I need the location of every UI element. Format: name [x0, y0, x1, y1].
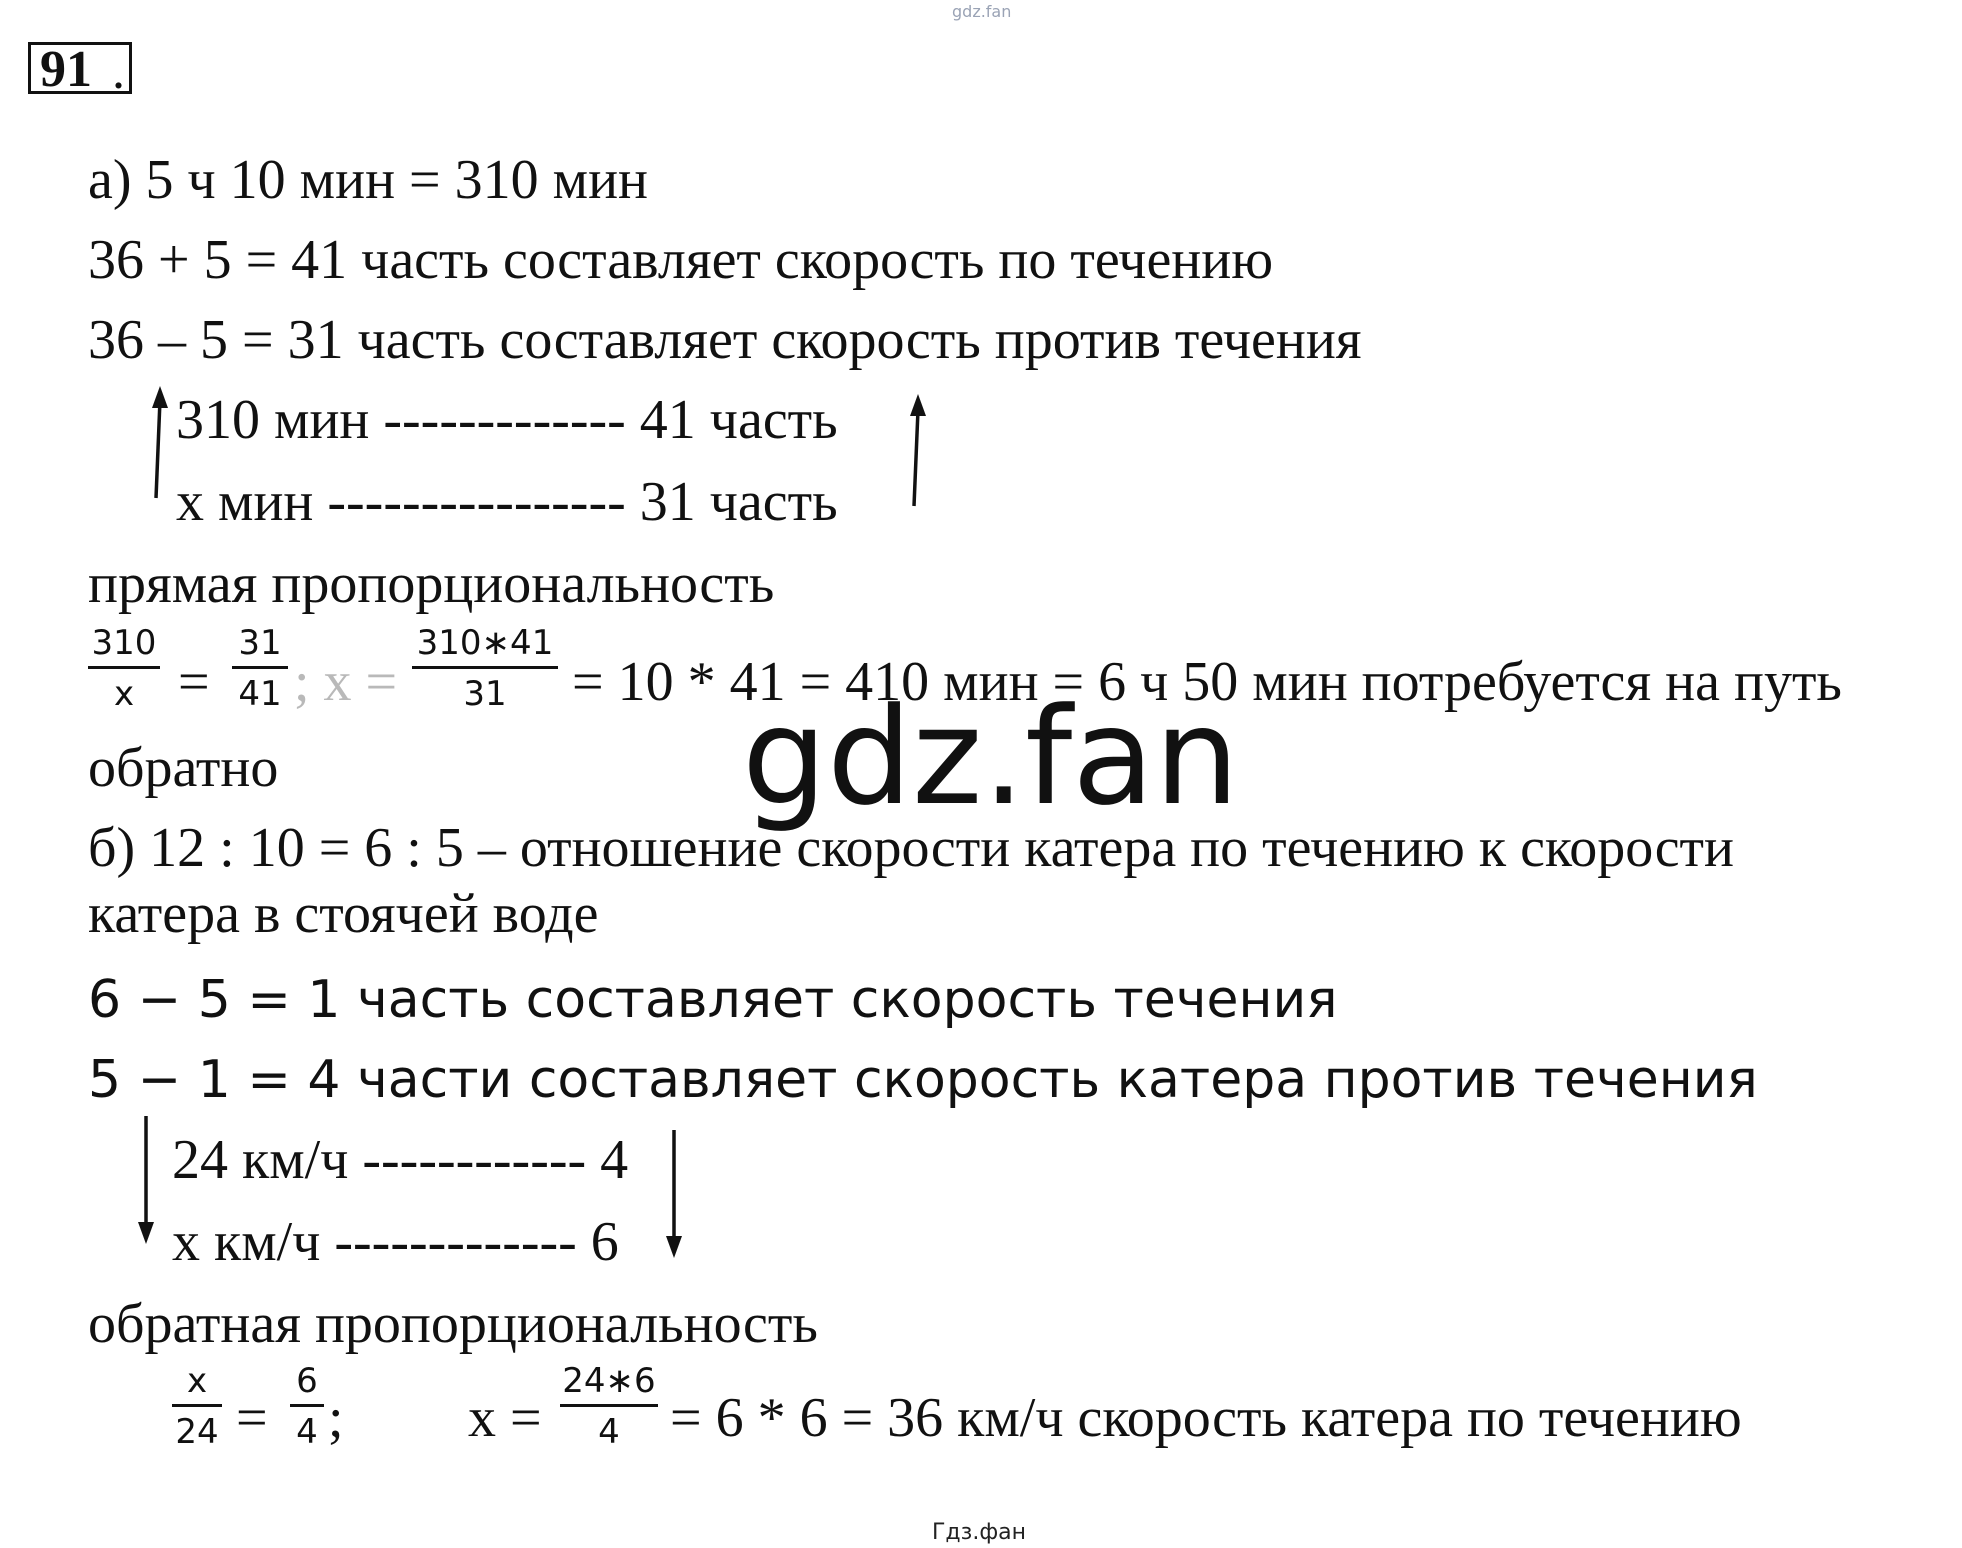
part-a-proportion-line-2: х мин ---------------- 31 часть [176, 471, 838, 533]
center-watermark: gdz.fan [742, 679, 1240, 835]
bottom-watermark: Гдз.фан [932, 1520, 1026, 1545]
part-b-proportion-line-2: х км/ч ------------- 6 [172, 1211, 619, 1273]
fraction-numerator: 310∗41 [416, 623, 554, 663]
fraction-denominator: 24 [175, 1412, 219, 1452]
part-b-line-3: 5 − 1 = 4 части составляет скорость катера против течения [88, 1050, 1758, 1110]
fraction-numerator: x [186, 1361, 208, 1401]
fraction-numerator: 6 [296, 1361, 318, 1401]
part-a-x-equals: ; х = [294, 651, 398, 713]
fraction-denominator: 41 [238, 674, 282, 714]
part-b-line-1: б) 12 : 10 = 6 : 5 – отношение скорости катера по течению к скорости [88, 817, 1734, 879]
part-b-proportion-line-1: 24 км/ч ------------ 4 [172, 1129, 629, 1191]
fraction-denominator: x [113, 674, 135, 714]
part-b-equals-1: = [236, 1387, 268, 1449]
part-b-x-equals: x = [468, 1387, 542, 1449]
part-a-line-2: 36 + 5 = 41 часть составляет скорость по течению [88, 229, 1274, 291]
part-a-line-1: а) 5 ч 10 мин = 310 мин [88, 149, 648, 211]
part-a-left-up-arrow [156, 400, 160, 498]
part-a-result-continued: обратно [88, 737, 279, 799]
fraction-denominator: 4 [598, 1412, 620, 1452]
fraction-numerator: 310 [91, 623, 157, 663]
task-number-dot: . [112, 43, 125, 100]
part-b-line-1-continued: катера в стоячей воде [88, 883, 599, 945]
part-a-result: = 10 * 41 = 410 мин = 6 ч 50 мин потребуется на путь [572, 651, 1842, 713]
part-a-line-3: 36 – 5 = 31 часть составляет скорость против течения [88, 309, 1362, 371]
part-b-left-down-arrowhead [138, 1222, 154, 1244]
part-a-left-up-arrowhead [152, 386, 168, 408]
part-b-line-2: 6 − 5 = 1 часть составляет скорость течения [88, 970, 1338, 1030]
part-b-right-down-arrowhead [666, 1236, 682, 1258]
fraction-numerator: 24∗6 [562, 1361, 656, 1401]
part-b-semicolon: ; [328, 1387, 344, 1449]
top-watermark: gdz.fan [952, 2, 1012, 21]
part-a-proportion-line-1: 310 мин ------------- 41 часть [176, 389, 838, 451]
part-a-right-up-arrow [914, 410, 918, 506]
fraction-denominator: 4 [296, 1412, 318, 1452]
part-b-result: = 6 * 6 = 36 км/ч скорость катера по течению [670, 1387, 1742, 1449]
task-number: 91 [40, 41, 92, 98]
part-b-relation: обратная пропорциональность [88, 1293, 818, 1355]
part-a-relation: прямая пропорциональность [88, 553, 775, 615]
part-a-equals-1: = [178, 651, 210, 713]
fraction-numerator: 31 [238, 623, 282, 663]
fraction-denominator: 31 [463, 674, 507, 714]
part-a-right-up-arrowhead [910, 394, 926, 416]
